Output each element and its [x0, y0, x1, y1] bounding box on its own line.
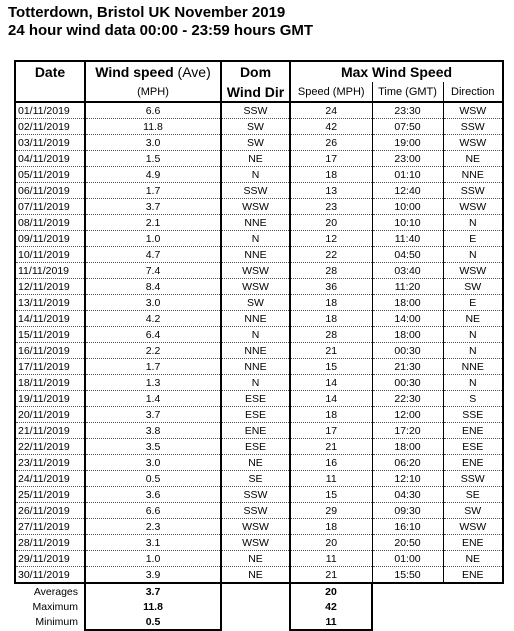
- summary-label: Minimum: [15, 614, 85, 630]
- table-row: [15, 167, 503, 183]
- max-time-cell: 01:10: [372, 167, 443, 183]
- max-speed-cell: 17: [290, 423, 372, 439]
- date-cell: 27/11/2019: [15, 519, 85, 535]
- summary-row: [15, 583, 503, 599]
- max-speed-cell: 23: [290, 199, 372, 215]
- max-time-cell: 04:30: [372, 487, 443, 503]
- max-time-cell: 22:30: [372, 391, 443, 407]
- dom-wind-dir-cell: NE: [221, 567, 290, 584]
- max-direction-cell: SW: [443, 503, 503, 519]
- summary-wind-speed: 11.8: [85, 599, 221, 614]
- dom-wind-dir-cell: N: [221, 231, 290, 247]
- dom-wind-dir-cell: SSW: [221, 102, 290, 119]
- summary-max-speed: 42: [290, 599, 372, 614]
- header-wind-speed: [85, 61, 221, 82]
- summary-row: [15, 614, 503, 630]
- dom-wind-dir-cell: SSW: [221, 503, 290, 519]
- table-row: [15, 102, 503, 119]
- table-row: [15, 375, 503, 391]
- max-speed-cell: 15: [290, 359, 372, 375]
- date-cell: 19/11/2019: [15, 391, 85, 407]
- date-cell: 23/11/2019: [15, 455, 85, 471]
- wind-speed-cell: 1.7: [85, 183, 221, 199]
- max-direction-cell: N: [443, 375, 503, 391]
- table-row: [15, 247, 503, 263]
- max-speed-cell: 36: [290, 279, 372, 295]
- table-row: [15, 407, 503, 423]
- max-speed-cell: 12: [290, 231, 372, 247]
- table-row: [15, 215, 503, 231]
- wind-speed-cell: 1.4: [85, 391, 221, 407]
- max-speed-cell: 15: [290, 487, 372, 503]
- max-speed-cell: 26: [290, 135, 372, 151]
- max-time-cell: 18:00: [372, 327, 443, 343]
- max-direction-cell: E: [443, 295, 503, 311]
- summary-wind-speed: 3.7: [85, 583, 221, 599]
- max-time-cell: 07:50: [372, 119, 443, 135]
- header-row-2: [15, 82, 503, 102]
- max-time-cell: 15:50: [372, 567, 443, 584]
- wind-speed-cell: 2.3: [85, 519, 221, 535]
- dom-wind-dir-cell: SSW: [221, 487, 290, 503]
- max-time-cell: 04:50: [372, 247, 443, 263]
- header-direction: Direction: [443, 82, 503, 102]
- dom-wind-dir-cell: SW: [221, 135, 290, 151]
- max-time-cell: 06:20: [372, 455, 443, 471]
- summary-blank: [221, 614, 290, 630]
- max-time-cell: 23:00: [372, 151, 443, 167]
- wind-speed-cell: 2.2: [85, 343, 221, 359]
- dom-wind-dir-cell: WSW: [221, 535, 290, 551]
- date-cell: 01/11/2019: [15, 102, 85, 119]
- summary-blank: [443, 599, 503, 614]
- table-row: [15, 503, 503, 519]
- table-row: [15, 487, 503, 503]
- max-direction-cell: N: [443, 215, 503, 231]
- title-line-2: 24 hour wind data 00:00 - 23:59 hours GMT: [8, 22, 314, 39]
- max-time-cell: 11:40: [372, 231, 443, 247]
- header-wind-speed-unit: (MPH): [85, 82, 221, 102]
- dom-wind-dir-cell: NE: [221, 551, 290, 567]
- max-time-cell: 12:40: [372, 183, 443, 199]
- wind-speed-cell: 3.9: [85, 567, 221, 584]
- wind-speed-cell: 6.4: [85, 327, 221, 343]
- max-time-cell: 00:30: [372, 343, 443, 359]
- date-cell: 10/11/2019: [15, 247, 85, 263]
- wind-speed-cell: 3.5: [85, 439, 221, 455]
- max-time-cell: 19:00: [372, 135, 443, 151]
- dom-wind-dir-cell: NNE: [221, 343, 290, 359]
- max-speed-cell: 17: [290, 151, 372, 167]
- max-direction-cell: NNE: [443, 167, 503, 183]
- max-speed-cell: 18: [290, 311, 372, 327]
- date-cell: 09/11/2019: [15, 231, 85, 247]
- max-time-cell: 03:40: [372, 263, 443, 279]
- max-speed-cell: 16: [290, 455, 372, 471]
- max-speed-cell: 18: [290, 167, 372, 183]
- date-cell: 13/11/2019: [15, 295, 85, 311]
- summary-row: [15, 599, 503, 614]
- max-time-cell: 09:30: [372, 503, 443, 519]
- wind-speed-cell: 3.6: [85, 487, 221, 503]
- dom-wind-dir-cell: ESE: [221, 439, 290, 455]
- max-direction-cell: N: [443, 247, 503, 263]
- table-row: [15, 455, 503, 471]
- date-cell: 20/11/2019: [15, 407, 85, 423]
- table-row: [15, 135, 503, 151]
- max-direction-cell: SW: [443, 279, 503, 295]
- max-speed-cell: 11: [290, 471, 372, 487]
- max-direction-cell: WSW: [443, 102, 503, 119]
- max-time-cell: 12:10: [372, 471, 443, 487]
- max-direction-cell: NE: [443, 311, 503, 327]
- table-row: [15, 263, 503, 279]
- table-row: [15, 231, 503, 247]
- date-cell: 12/11/2019: [15, 279, 85, 295]
- summary-max-speed: 20: [290, 583, 372, 599]
- wind-speed-cell: 0.5: [85, 471, 221, 487]
- table-row: [15, 439, 503, 455]
- table-row: [15, 359, 503, 375]
- max-direction-cell: N: [443, 327, 503, 343]
- max-time-cell: 18:00: [372, 295, 443, 311]
- dom-wind-dir-cell: NNE: [221, 247, 290, 263]
- max-speed-cell: 11: [290, 551, 372, 567]
- date-cell: 02/11/2019: [15, 119, 85, 135]
- date-cell: 14/11/2019: [15, 311, 85, 327]
- header-time-gmt: Time (GMT): [372, 82, 443, 102]
- title-line-1: Totterdown, Bristol UK November 2019: [8, 4, 286, 21]
- table-row: [15, 183, 503, 199]
- max-time-cell: 23:30: [372, 102, 443, 119]
- date-cell: 06/11/2019: [15, 183, 85, 199]
- dom-wind-dir-cell: NE: [221, 455, 290, 471]
- dom-wind-dir-cell: ENE: [221, 423, 290, 439]
- max-speed-cell: 42: [290, 119, 372, 135]
- wind-speed-cell: 3.0: [85, 135, 221, 151]
- max-time-cell: 17:20: [372, 423, 443, 439]
- summary-blank: [372, 599, 443, 614]
- max-time-cell: 14:00: [372, 311, 443, 327]
- max-speed-cell: 18: [290, 519, 372, 535]
- table-row: [15, 471, 503, 487]
- summary-wind-speed: 0.5: [85, 614, 221, 630]
- header-wind-speed-suffix: (Ave): [173, 64, 211, 80]
- date-cell: 26/11/2019: [15, 503, 85, 519]
- table-row: [15, 199, 503, 215]
- max-time-cell: 10:00: [372, 199, 443, 215]
- dom-wind-dir-cell: NNE: [221, 359, 290, 375]
- date-cell: 24/11/2019: [15, 471, 85, 487]
- max-speed-cell: 20: [290, 215, 372, 231]
- max-speed-cell: 20: [290, 535, 372, 551]
- wind-speed-cell: 1.7: [85, 359, 221, 375]
- date-cell: 29/11/2019: [15, 551, 85, 567]
- table-row: [15, 519, 503, 535]
- summary-blank: [221, 583, 290, 599]
- max-time-cell: 11:20: [372, 279, 443, 295]
- max-direction-cell: SE: [443, 487, 503, 503]
- wind-speed-cell: 1.0: [85, 551, 221, 567]
- dom-wind-dir-cell: SW: [221, 119, 290, 135]
- header-row-1: [15, 61, 503, 82]
- dom-wind-dir-cell: NNE: [221, 311, 290, 327]
- date-cell: 08/11/2019: [15, 215, 85, 231]
- summary-blank: [372, 614, 443, 630]
- max-direction-cell: WSW: [443, 263, 503, 279]
- wind-speed-cell: 8.4: [85, 279, 221, 295]
- wind-speed-cell: 1.3: [85, 375, 221, 391]
- wind-speed-cell: 7.4: [85, 263, 221, 279]
- dom-wind-dir-cell: NNE: [221, 215, 290, 231]
- date-cell: 17/11/2019: [15, 359, 85, 375]
- summary-label: Averages: [15, 583, 85, 599]
- dom-wind-dir-cell: WSW: [221, 519, 290, 535]
- date-cell: 28/11/2019: [15, 535, 85, 551]
- date-cell: 22/11/2019: [15, 439, 85, 455]
- dom-wind-dir-cell: WSW: [221, 199, 290, 215]
- date-cell: 25/11/2019: [15, 487, 85, 503]
- max-speed-cell: 18: [290, 295, 372, 311]
- wind-speed-cell: 3.7: [85, 407, 221, 423]
- max-speed-cell: 24: [290, 102, 372, 119]
- header-wind-dir: Wind Dir: [221, 82, 290, 102]
- dom-wind-dir-cell: NE: [221, 151, 290, 167]
- dom-wind-dir-cell: SW: [221, 295, 290, 311]
- date-cell: 11/11/2019: [15, 263, 85, 279]
- max-direction-cell: WSW: [443, 199, 503, 215]
- max-speed-cell: 28: [290, 327, 372, 343]
- max-time-cell: 10:10: [372, 215, 443, 231]
- max-direction-cell: SSW: [443, 183, 503, 199]
- table-row: [15, 119, 503, 135]
- wind-speed-cell: 1.0: [85, 231, 221, 247]
- table-row: [15, 327, 503, 343]
- dom-wind-dir-cell: ESE: [221, 391, 290, 407]
- table-row: [15, 567, 503, 584]
- max-direction-cell: NE: [443, 151, 503, 167]
- wind-speed-cell: 3.8: [85, 423, 221, 439]
- table-row: [15, 279, 503, 295]
- max-direction-cell: WSW: [443, 135, 503, 151]
- dom-wind-dir-cell: WSW: [221, 263, 290, 279]
- dom-wind-dir-cell: N: [221, 167, 290, 183]
- summary-blank: [443, 583, 503, 599]
- max-direction-cell: S: [443, 391, 503, 407]
- wind-speed-cell: 11.8: [85, 119, 221, 135]
- date-cell: 07/11/2019: [15, 199, 85, 215]
- table-row: [15, 535, 503, 551]
- wind-speed-cell: 4.9: [85, 167, 221, 183]
- wind-speed-cell: 3.0: [85, 455, 221, 471]
- max-speed-cell: 29: [290, 503, 372, 519]
- summary-blank: [443, 614, 503, 630]
- max-speed-cell: 21: [290, 343, 372, 359]
- max-time-cell: 12:00: [372, 407, 443, 423]
- max-direction-cell: N: [443, 343, 503, 359]
- max-direction-cell: ESE: [443, 439, 503, 455]
- dom-wind-dir-cell: ESE: [221, 407, 290, 423]
- max-time-cell: 21:30: [372, 359, 443, 375]
- summary-label: Maximum: [15, 599, 85, 614]
- max-time-cell: 20:50: [372, 535, 443, 551]
- max-speed-cell: 18: [290, 407, 372, 423]
- table-row: [15, 311, 503, 327]
- max-time-cell: 00:30: [372, 375, 443, 391]
- max-direction-cell: ENE: [443, 423, 503, 439]
- header-date-blank: [15, 82, 85, 102]
- max-speed-cell: 22: [290, 247, 372, 263]
- max-speed-cell: 21: [290, 567, 372, 584]
- wind-speed-cell: 4.7: [85, 247, 221, 263]
- max-speed-cell: 14: [290, 391, 372, 407]
- header-max-wind-speed: Max Wind Speed: [290, 61, 503, 82]
- wind-speed-cell: 1.5: [85, 151, 221, 167]
- table-row: [15, 151, 503, 167]
- summary-blank: [372, 583, 443, 599]
- wind-speed-cell: 3.7: [85, 199, 221, 215]
- max-direction-cell: SSW: [443, 471, 503, 487]
- max-direction-cell: NNE: [443, 359, 503, 375]
- header-speed-mph: Speed (MPH): [290, 82, 372, 102]
- dom-wind-dir-cell: N: [221, 327, 290, 343]
- summary-blank: [221, 599, 290, 614]
- max-direction-cell: ENE: [443, 455, 503, 471]
- max-speed-cell: 28: [290, 263, 372, 279]
- date-cell: 04/11/2019: [15, 151, 85, 167]
- header-date: Date: [15, 61, 85, 82]
- max-direction-cell: NE: [443, 551, 503, 567]
- date-cell: 30/11/2019: [15, 567, 85, 584]
- date-cell: 03/11/2019: [15, 135, 85, 151]
- table-row: [15, 391, 503, 407]
- table-row: [15, 295, 503, 311]
- max-speed-cell: 13: [290, 183, 372, 199]
- wind-data-table: [14, 60, 504, 631]
- wind-speed-cell: 6.6: [85, 503, 221, 519]
- dom-wind-dir-cell: SE: [221, 471, 290, 487]
- dom-wind-dir-cell: SSW: [221, 183, 290, 199]
- max-direction-cell: SSE: [443, 407, 503, 423]
- max-direction-cell: E: [443, 231, 503, 247]
- wind-speed-cell: 2.1: [85, 215, 221, 231]
- table-row: [15, 343, 503, 359]
- max-time-cell: 16:10: [372, 519, 443, 535]
- wind-speed-cell: 3.0: [85, 295, 221, 311]
- max-speed-cell: 21: [290, 439, 372, 455]
- date-cell: 15/11/2019: [15, 327, 85, 343]
- header-dom: Dom: [221, 61, 290, 82]
- wind-speed-cell: 4.2: [85, 311, 221, 327]
- table-row: [15, 551, 503, 567]
- wind-speed-cell: 6.6: [85, 102, 221, 119]
- table-row: [15, 423, 503, 439]
- summary-max-speed: 11: [290, 614, 372, 630]
- max-direction-cell: ENE: [443, 535, 503, 551]
- max-time-cell: 18:00: [372, 439, 443, 455]
- wind-speed-cell: 3.1: [85, 535, 221, 551]
- max-direction-cell: SSW: [443, 119, 503, 135]
- date-cell: 16/11/2019: [15, 343, 85, 359]
- header-wind-speed-label: Wind speed: [95, 64, 174, 80]
- dom-wind-dir-cell: N: [221, 375, 290, 391]
- max-speed-cell: 14: [290, 375, 372, 391]
- max-direction-cell: WSW: [443, 519, 503, 535]
- dom-wind-dir-cell: WSW: [221, 279, 290, 295]
- date-cell: 21/11/2019: [15, 423, 85, 439]
- max-time-cell: 01:00: [372, 551, 443, 567]
- date-cell: 18/11/2019: [15, 375, 85, 391]
- date-cell: 05/11/2019: [15, 167, 85, 183]
- max-direction-cell: ENE: [443, 567, 503, 584]
